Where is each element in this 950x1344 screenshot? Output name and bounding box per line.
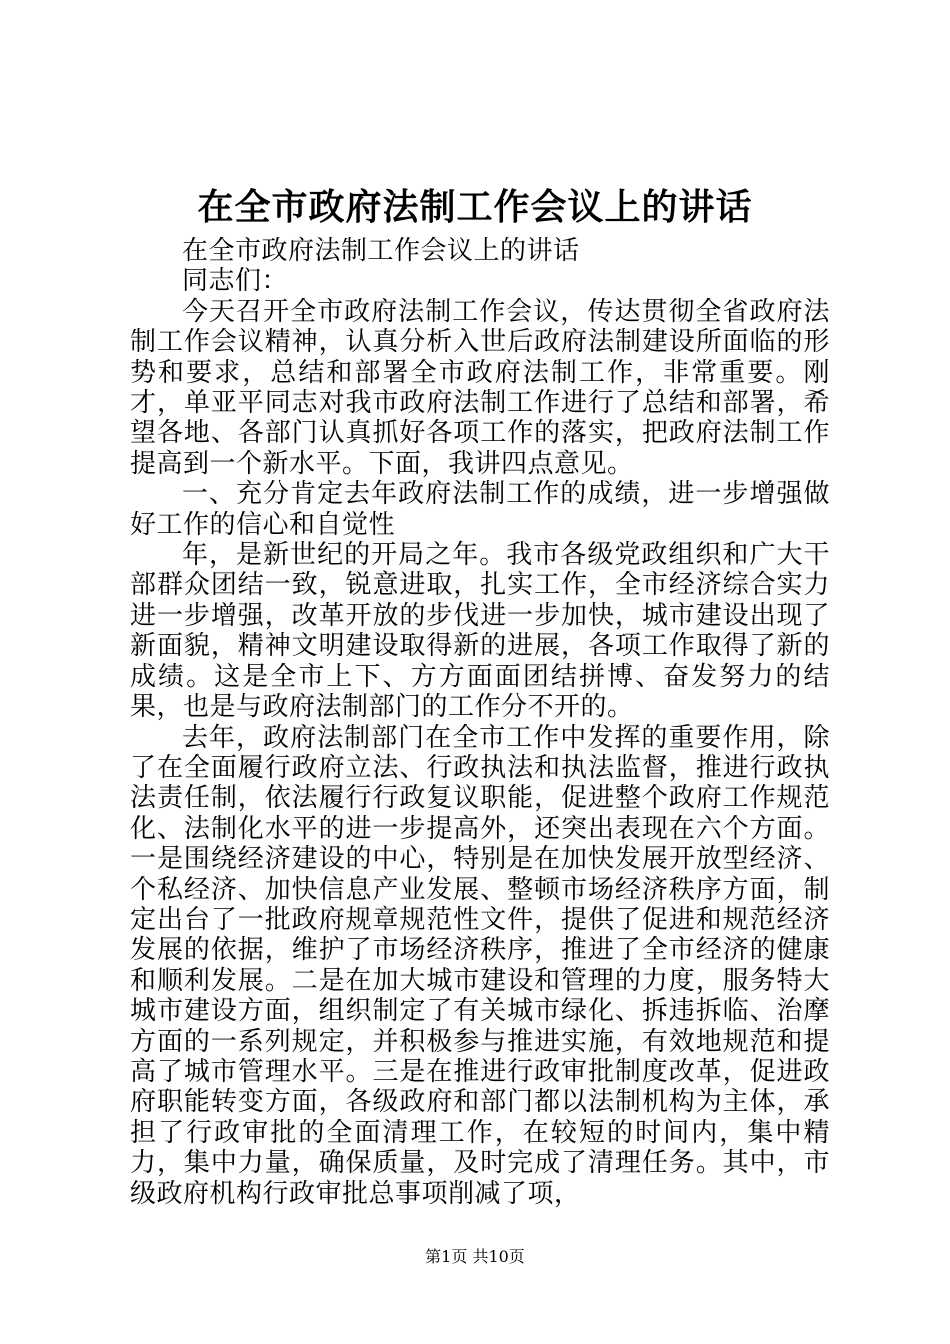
paragraph-salutation: 同志们： bbox=[182, 266, 289, 297]
paragraph-section-heading: 一、充分肯定去年政府法制工作的成绩，进一步增强做好工作的信心和自觉性 bbox=[130, 479, 830, 540]
paragraph-review: 年，是新世纪的开局之年。我市各级党政组织和广大干部群众团结一致，锐意进取，扎实工作，全市经济综合实力进一步增强，改革开放的步伐进一步加快，城市建设出现了新面貌，精神文明建设取得新的进展，各项工作取得了新的成绩。这是全市上下、方方面面团结拼博、奋发努力的结果，也是与政府法制部门的工作分不开的。 bbox=[130, 540, 830, 723]
paragraph-intro: 今天召开全市政府法制工作会议，传达贯彻全省政府法制工作会议精神，认真分析入世后政府法制建设所面临的形势和要求，总结和部署全市政府法制工作，非常重要。刚才，单亚平同志对我市政府法制工作进行了总结和部署，希望各地、各部门认真抓好各项工作的落实，把政府法制工作提高到一个新水平。下面，我讲四点意见。 bbox=[130, 296, 830, 479]
paragraph-achievements: 去年，政府法制部门在全市工作中发挥的重要作用，除了在全面履行政府立法、行政执法和执法监督，推进行政执法责任制，依法履行行政复议职能，促进整个政府工作规范化、法制化水平的进一步提高外，还突出表现在六个方面。一是围绕经济建设的中心，特别是在加快发展开放型经济、个私经济、加快信息产业发展、整顿市场经济秩序方面，制定出台了一批政府规章规范性文件，提供了促进和规范经济发展的依据，维护了市场经济秩序，推进了全市经济的健康和顺利发展。二是在加大城市建设和管理的力度，服务特大城市建设方面，组织制定了有关城市绿化、拆违拆临、治摩方面的一系列规定，并积极参与推进实施，有效地规范和提高了城市管理水平。三是在推进行政审批制度改革，促进政府职能转变方面，各级政府和部门都以法制机构为主体，承担了行政审批的全面清理工作，在较短的时间内，集中精力，集中力量，确保质量，及时完成了清理任务。其中，市级政府机构行政审批总事项削减了项， bbox=[130, 722, 830, 1209]
page-number-footer: 第1页 共10页 bbox=[425, 1247, 525, 1266]
document-title: 在全市政府法制工作会议上的讲话 bbox=[197, 186, 753, 228]
paragraph-subtitle: 在全市政府法制工作会议上的讲话 bbox=[182, 236, 580, 266]
document-body bbox=[130, 236, 830, 1209]
